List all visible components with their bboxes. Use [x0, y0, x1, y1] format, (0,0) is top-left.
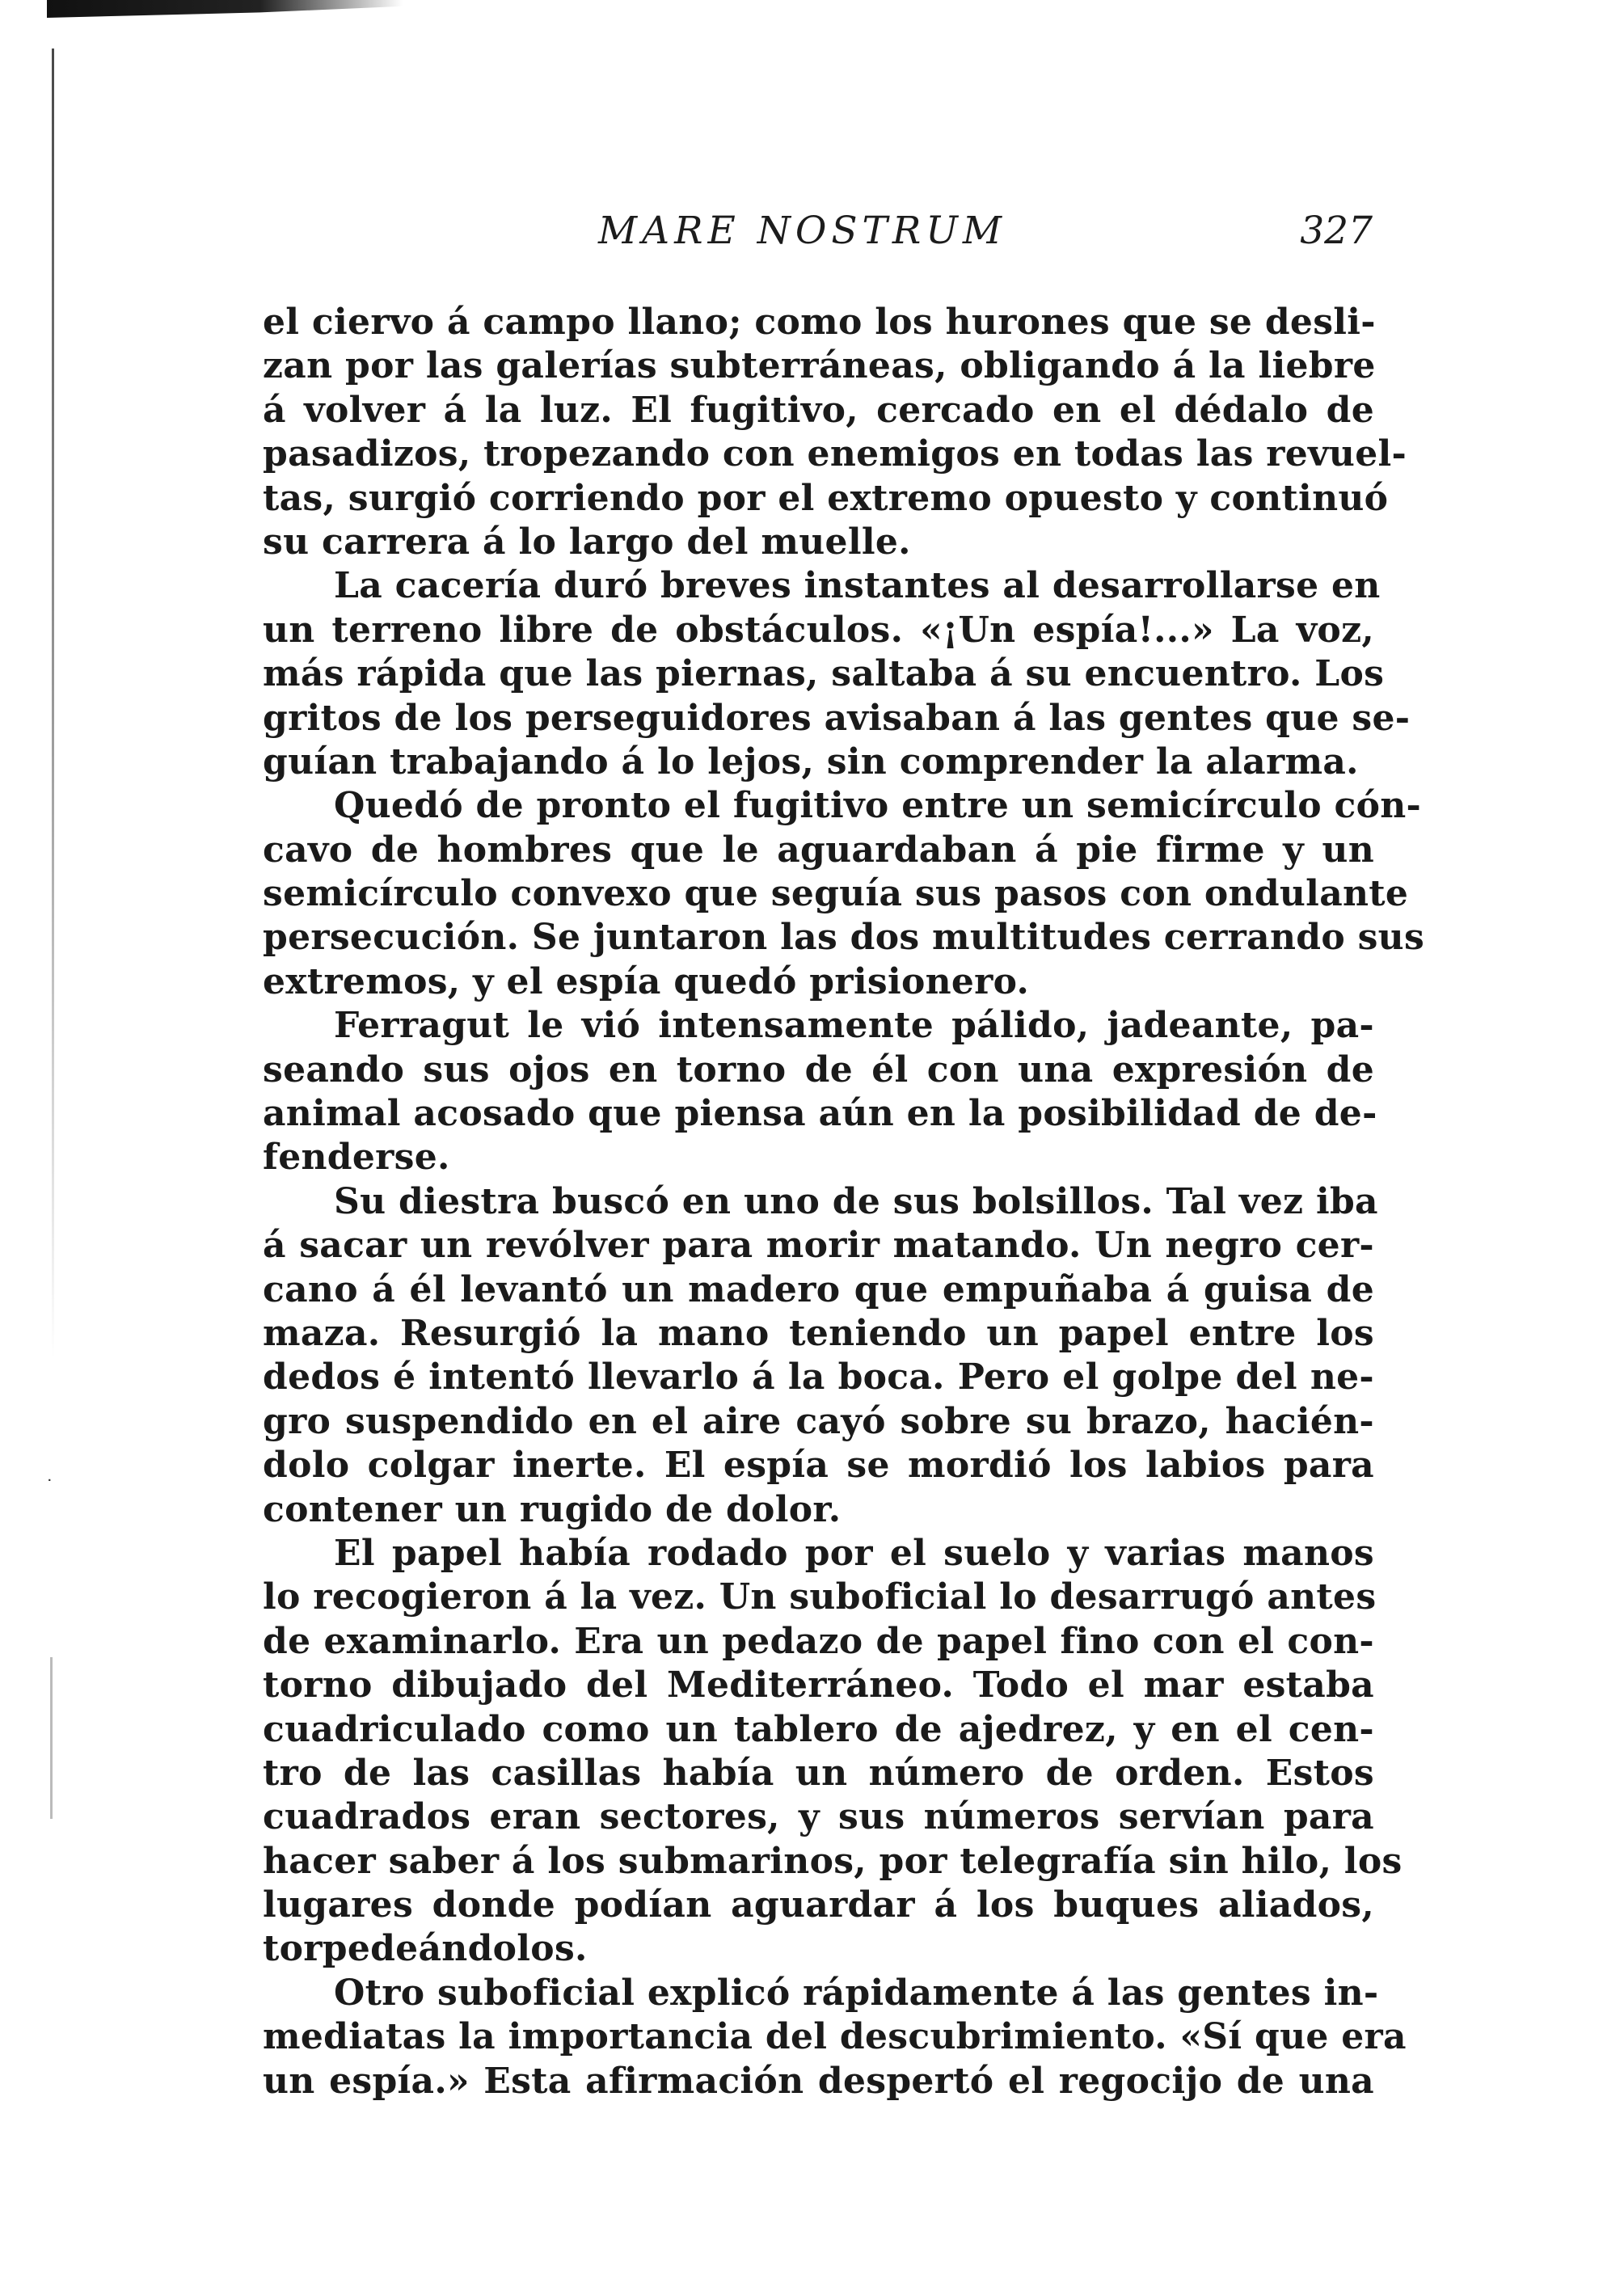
text-line: Ferragut le vió intensamente pálido, jadeante, pa- [334, 1005, 1374, 1047]
text-line: á volver á la luz. El fugitivo, cercado en el dédalo de [263, 389, 1374, 431]
text-line: Quedó de pronto el fugitivo entre un semicírculo cón- [334, 785, 1422, 827]
text-line: maza. Resurgió la mano teniendo un papel entre los [263, 1312, 1374, 1354]
text-line: fenderse. [263, 1137, 450, 1179]
text-line: semicírculo convexo que seguía sus pasos con ondulante [263, 873, 1409, 915]
text-line: extremos, y el espía quedó prisionero. [263, 960, 1030, 1002]
text-line: seando sus ojos en torno de él con una expresión de [263, 1048, 1374, 1091]
text-line: un terreno libre de obstáculos. «¡Un espía!...» La voz, [263, 609, 1374, 651]
text-line: torpedeándolos. [263, 1928, 588, 1970]
text-line: guían trabajando á lo lejos, sin comprender la alarma. [263, 740, 1359, 783]
text-line: cuadrados eran sectores, y sus números servían para [263, 1796, 1374, 1838]
text-line: un espía.» Esta afirmación despertó el regocijo de una [263, 2060, 1374, 2102]
text-line: hacer saber á los submarinos, por telegrafía sin hilo, los [263, 1840, 1403, 1882]
text-line: zan por las galerías subterráneas, obligando á la liebre [263, 345, 1376, 387]
text-line: su carrera á lo largo del muelle. [263, 521, 911, 563]
text-line: mediatas la importancia del descubrimiento. «Sí que era [263, 2016, 1407, 2058]
text-line: persecución. Se juntaron las dos multitudes cerrando sus [263, 917, 1425, 959]
body-text [263, 301, 1425, 2103]
text-line: tas, surgió corriendo por el extremo opuesto y continuó [263, 477, 1389, 519]
text-line: pasadizos, tropezando con enemigos en todas las revuel- [263, 433, 1407, 475]
text-line: La cacería duró breves instantes al desarrollarse en [334, 565, 1381, 607]
text-line: lugares donde podían aguardar á los buques aliados, [263, 1884, 1374, 1926]
text-line: contener un rugido de dolor. [263, 1488, 842, 1530]
text-line: cavo de hombres que le aguardaban á pie firme y un [263, 829, 1374, 871]
text-line: cano á él levantó un madero que empuñaba á guisa de [263, 1268, 1374, 1310]
text-line: más rápida que las piernas, saltaba á su encuentro. Los [263, 653, 1385, 695]
text-line: gro suspendido en el aire cayó sobre su brazo, hacién- [263, 1400, 1374, 1442]
text-line: animal acosado que piensa aún en la posibilidad de de- [263, 1093, 1377, 1135]
text-line: Otro suboficial explicó rápidamente á las gentes in- [334, 1972, 1379, 2014]
text-line: el ciervo á campo llano; como los hurones que se desli- [263, 302, 1376, 343]
page-gutter-shadow [52, 49, 54, 1358]
running-title: MARE NOSTRUM [598, 209, 1007, 253]
text-line: á sacar un revólver para morir matando. Un negro cer- [263, 1225, 1374, 1267]
text-line: cuadriculado como un tablero de ajedrez, y en el cen- [263, 1708, 1374, 1750]
text-line: dedos é intentó llevarlo á la boca. Pero el golpe del ne- [263, 1356, 1374, 1399]
scan-edge-mark [47, 0, 403, 18]
text-line: gritos de los perseguidores avisaban á las gentes que se- [263, 697, 1411, 739]
text-line: tro de las casillas había un número de orden. Estos [263, 1752, 1374, 1794]
text-line: El papel había rodado por el suelo y varias manos [334, 1532, 1374, 1574]
text-line: torno dibujado del Mediterráneo. Todo el mar estaba [263, 1664, 1374, 1706]
text-line: de examinarlo. Era un pedazo de papel fino con el con- [263, 1620, 1374, 1662]
text-line: Su diestra buscó en uno de sus bolsillos. Tal vez iba [334, 1180, 1378, 1222]
text-line: dolo colgar inerte. El espía se mordió los labios para [263, 1445, 1374, 1487]
page-number: 327 [1300, 209, 1373, 253]
text-line: lo recogieron á la vez. Un suboficial lo desarrugó antes [263, 1576, 1377, 1618]
margin-mark: ᐧ [47, 1471, 52, 1491]
page-gutter-shadow-lower [50, 1657, 53, 1819]
page-header [582, 209, 1373, 257]
